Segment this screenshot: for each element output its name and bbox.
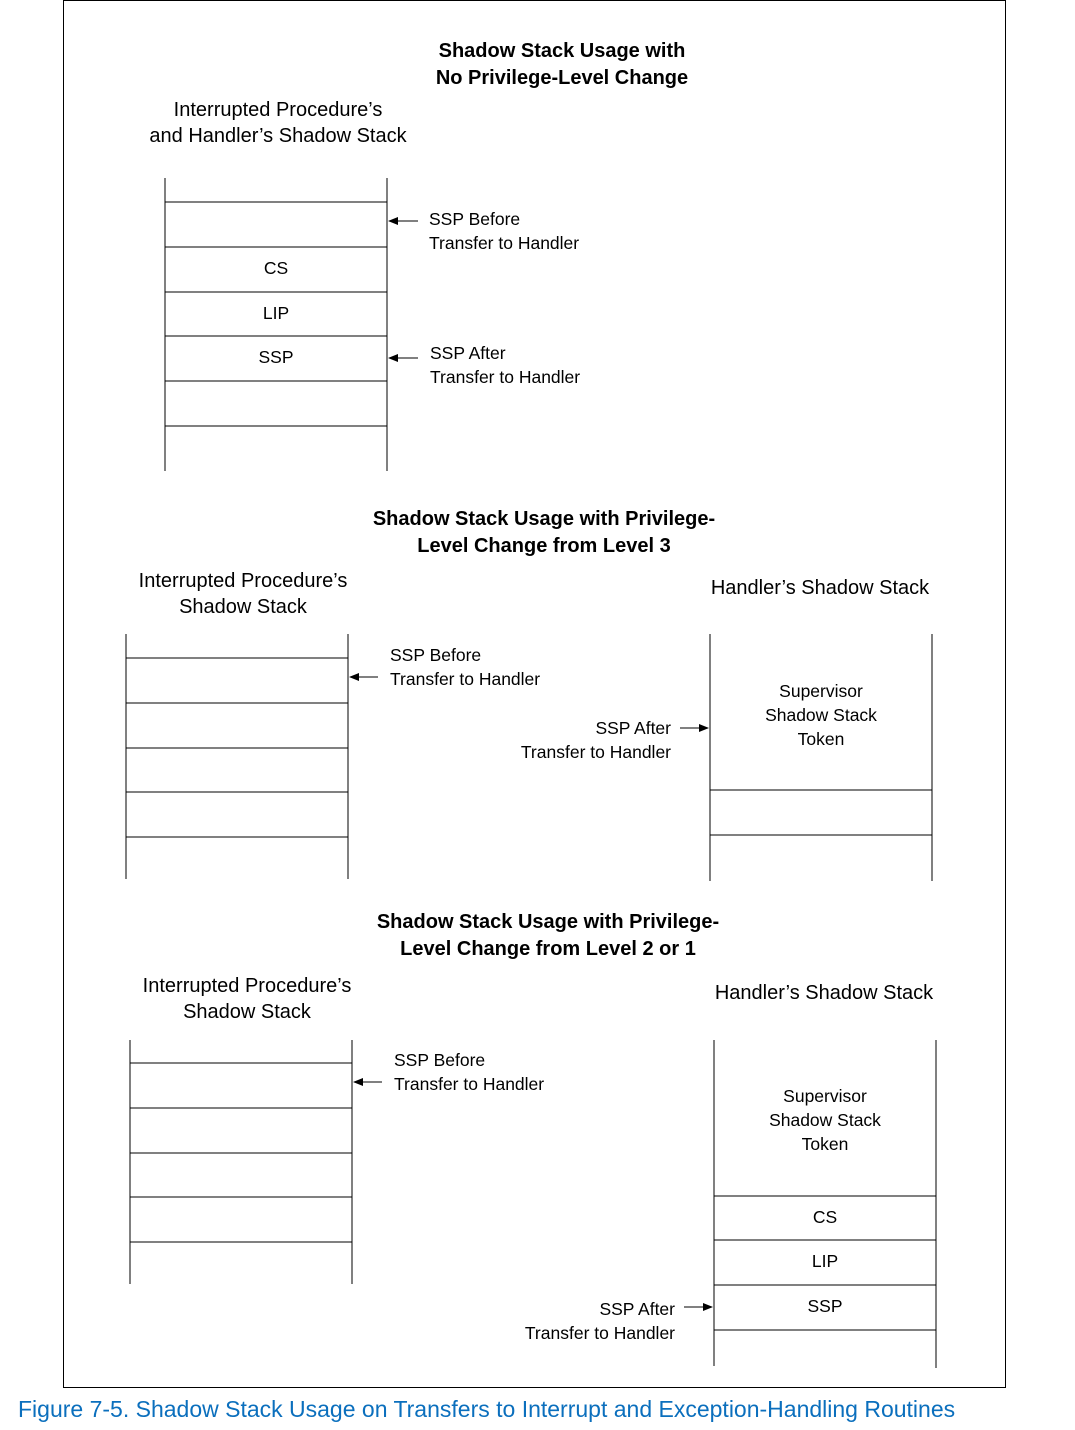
section1-ssp-before-line2: Transfer to Handler <box>429 233 580 253</box>
section3-left-heading-line1: Interrupted Procedure’s <box>142 975 352 997</box>
section3-token-line2: Shadow Stack <box>769 1110 881 1130</box>
section3-cell-lip: LIP <box>811 1251 839 1271</box>
section3-right-heading: Handler’s Shadow Stack <box>714 982 934 1004</box>
section2-ssp-after-line2: Transfer to Handler <box>520 742 671 762</box>
section2-title-line2: Level Change from Level 3 <box>417 535 671 557</box>
section2-token-line3: Token <box>797 729 845 749</box>
section3-token-line1: Supervisor <box>783 1086 867 1106</box>
section1-cell-cs: CS <box>263 258 289 278</box>
section1-stack-heading <box>128 97 428 149</box>
section2-ssp-after-line1: SSP After <box>595 718 671 738</box>
section1-ssp-after-line2: Transfer to Handler <box>430 367 581 387</box>
section1-ssp-before-label <box>429 207 579 255</box>
stack-2-right <box>710 634 932 881</box>
section3-ssp-after-label <box>484 1297 675 1345</box>
section2-ssp-before-line1: SSP Before <box>390 645 482 665</box>
section2-left-heading <box>103 568 383 620</box>
section1-title-line1: Shadow Stack Usage with <box>438 40 686 62</box>
section3-ssp-after-line1: SSP After <box>599 1299 675 1319</box>
section2-token-line2: Shadow Stack <box>765 705 877 725</box>
section1-stack-heading-line1: Interrupted Procedure’s <box>173 99 383 121</box>
section3-ssp-after-line2: Transfer to Handler <box>524 1323 675 1343</box>
section3-ssp-before-line1: SSP Before <box>394 1050 486 1070</box>
section3-left-heading-line2: Shadow Stack <box>183 1001 311 1023</box>
stack-3-left <box>130 1040 352 1284</box>
section2-right-heading: Handler’s Shadow Stack <box>710 577 930 599</box>
section2-ssp-before-line2: Transfer to Handler <box>390 669 541 689</box>
stack-1 <box>165 178 387 471</box>
section3-title-line2: Level Change from Level 2 or 1 <box>400 938 696 960</box>
section3-left-heading <box>107 973 387 1025</box>
section2-left-heading-line2: Shadow Stack <box>179 596 307 618</box>
section1-ssp-after-line1: SSP After <box>430 343 506 363</box>
stack-2-left <box>126 634 348 879</box>
section1-ssp-after-label <box>430 341 580 389</box>
section2-supervisor-token <box>710 679 932 751</box>
section3-token-line3: Token <box>801 1134 849 1154</box>
section1-cell-ssp: SSP <box>258 347 294 367</box>
section2-ssp-before-label <box>390 643 540 691</box>
figure-caption: Figure 7-5. Shadow Stack Usage on Transfers to Interrupt and Exception-Handling Routines <box>18 1396 956 1422</box>
section2-token-line1: Supervisor <box>779 681 863 701</box>
section3-supervisor-token <box>714 1084 936 1156</box>
section3-ssp-before-label <box>394 1048 544 1096</box>
section1-ssp-before-line1: SSP Before <box>429 209 521 229</box>
section1-stack-heading-line2: and Handler’s Shadow Stack <box>149 125 407 147</box>
section2-title-line1: Shadow Stack Usage with Privilege- <box>372 508 716 530</box>
section3-title-line1: Shadow Stack Usage with Privilege- <box>376 911 720 933</box>
section2-title <box>324 506 764 560</box>
section1-title <box>362 38 762 92</box>
section3-cell-ssp: SSP <box>807 1296 843 1316</box>
section3-title <box>328 909 768 963</box>
section2-ssp-after-label <box>480 716 671 764</box>
section1-title-line2: No Privilege-Level Change <box>435 67 689 89</box>
section1-cell-lip: LIP <box>262 303 290 323</box>
section3-cell-cs: CS <box>812 1207 838 1227</box>
section3-ssp-before-line2: Transfer to Handler <box>394 1074 545 1094</box>
section2-left-heading-line1: Interrupted Procedure’s <box>138 570 348 592</box>
